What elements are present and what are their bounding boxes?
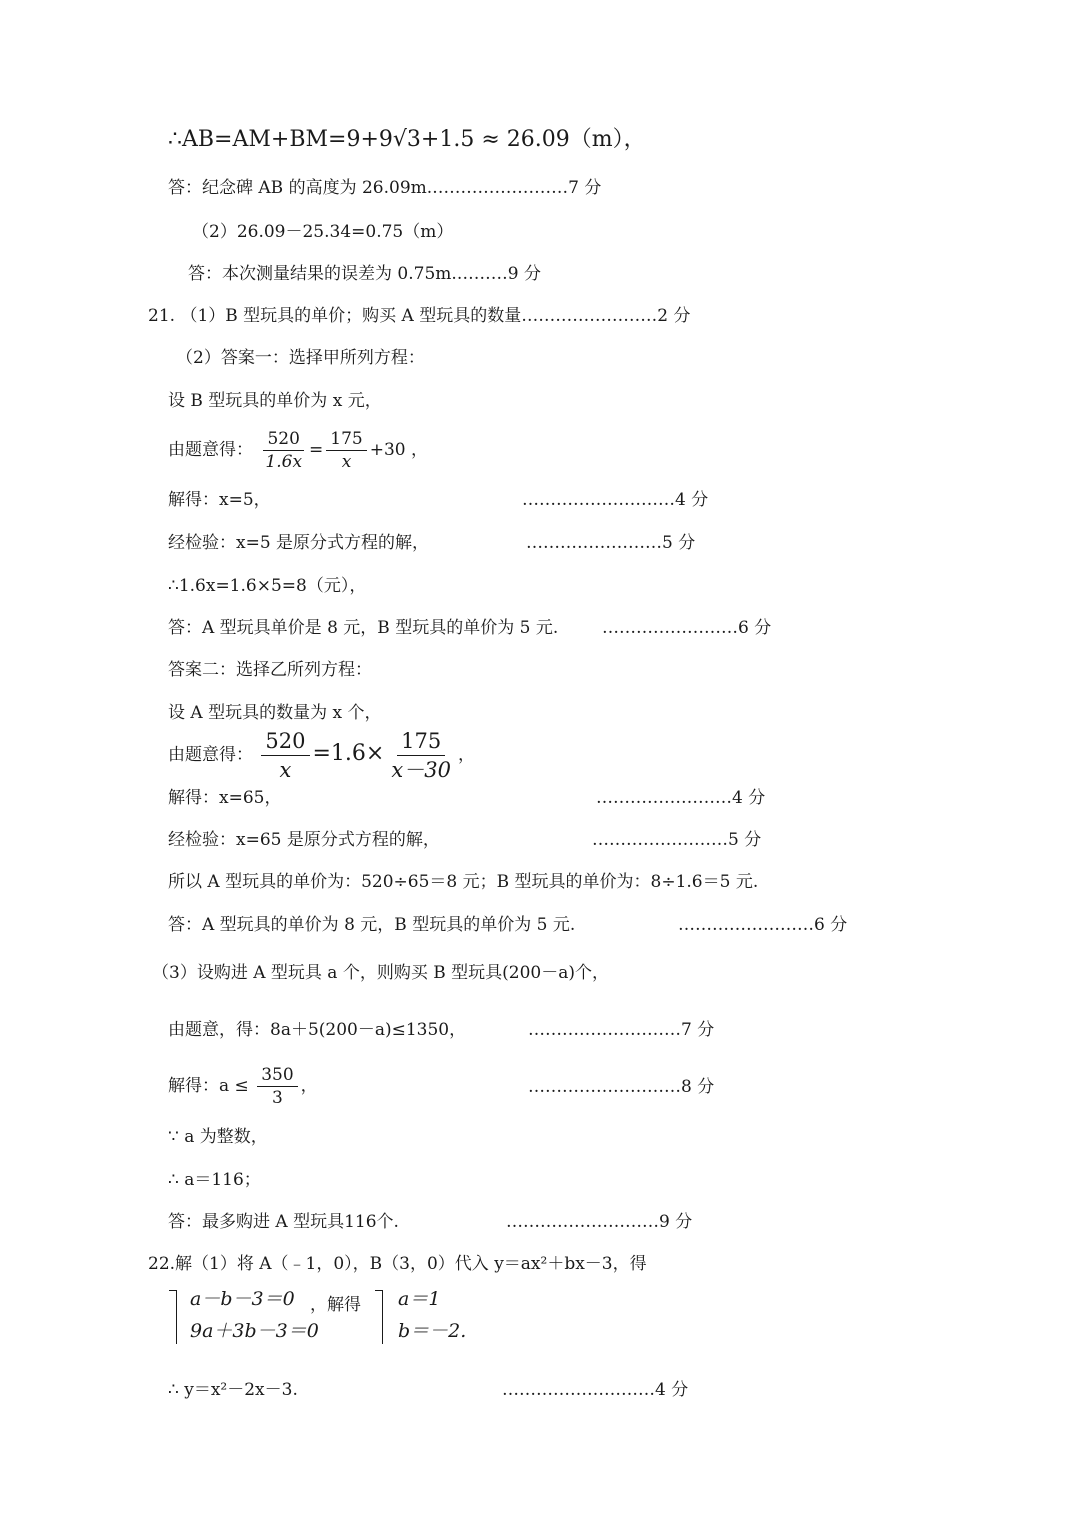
question-21-part1: 21. （1）B 型玩具的单价；购买 A 型玩具的数量……………………2 分 [148, 306, 691, 326]
solution-line: 解得：x=65， [168, 788, 282, 808]
equation-line: 由题意得： $\frac{520}{x}$ =1.6× $\frac{175}{x-30}$ ， [168, 729, 475, 782]
fraction: $\frac{520}{1.6x}$ [265, 429, 303, 472]
solution-line: 所以 A 型玩具的单价为：520÷65＝8 元；B 型玩具的单价为：8÷1.6＝5 元. [168, 872, 759, 892]
system-equation: 9a＋3b－3＝0 [190, 1320, 319, 1342]
solution-line: 解得：x=5， [168, 490, 271, 510]
solution-line: 经检验：x=65 是原分式方程的解， [168, 830, 440, 850]
answer-line: 答：最多购进 A 型玩具116个. [168, 1212, 399, 1232]
solution-line: ∴ a＝116； [168, 1170, 261, 1190]
score-marker: ……………………4 分 [596, 788, 766, 808]
question-21-part3: （3）设购进 A 型玩具 a 个，则购买 B 型玩具(200－a)个， [152, 963, 609, 983]
solution-line: ∴1.6x=1.6×5=8（元）， [168, 576, 367, 596]
fraction: $\frac{350}{3}$ [257, 1064, 297, 1109]
score-marker: ……………………5 分 [592, 830, 762, 850]
system-equation: a－b－3＝0 [190, 1288, 295, 1310]
score-marker: ………………………8 分 [528, 1077, 715, 1097]
answer-line: 答：本次测量结果的误差为 0.75m.………9 分 [188, 264, 541, 284]
equation-system [168, 1286, 648, 1350]
result-line: ∴ y＝x²－2x－3. [168, 1380, 298, 1400]
system-solution: b＝－2. [398, 1320, 467, 1342]
right-brace [382, 1290, 393, 1344]
solution-line: 由题意，得：8a＋5(200－a)≤1350， [168, 1020, 467, 1040]
solution-heading: 答案二：选择乙所列方程： [168, 660, 372, 680]
calc-line: （2）26.09－25.34=0.75（m） [192, 222, 454, 242]
fraction: $\frac{175}{x}$ [326, 428, 366, 473]
solution-line: ∵ a 为整数， [168, 1127, 268, 1147]
score-marker: ……………………5 分 [526, 533, 696, 553]
left-brace [176, 1290, 187, 1344]
solution-heading: （2）答案一：选择甲所列方程： [176, 348, 425, 368]
score-marker: ………………………4 分 [502, 1380, 689, 1400]
equation-line: 由题意得： $\frac{520}{1.6x}$ = $\frac{175}{x}$ +30 ， [168, 429, 429, 472]
answer-line: 答：A 型玩具单价是 8 元，B 型玩具的单价为 5 元. [168, 618, 559, 638]
solve-label: ，解得 [310, 1295, 361, 1315]
fraction: $\frac{175}{x-30}$ [391, 729, 451, 782]
question-22-part1: 22.解（1）将 A（﹣1，0），B（3，0）代入 y＝ax²＋bx－3，得 [148, 1254, 647, 1274]
solution-line: 设 B 型玩具的单价为 x 元， [168, 391, 382, 411]
answer-line: 答：A 型玩具的单价为 8 元，B 型玩具的单价为 5 元. [168, 915, 576, 935]
solution-line: 设 A 型玩具的数量为 x 个， [168, 703, 382, 723]
score-marker: ………………………7 分 [528, 1020, 715, 1040]
fraction: $\frac{520}{x}$ [261, 727, 309, 784]
score-marker: ……………………6 分 [602, 618, 772, 638]
answer-line: 答：纪念碑 AB 的高度为 26.09m.……………………7 分 [168, 178, 602, 198]
solution-line: 经检验：x=5 是原分式方程的解， [168, 533, 430, 553]
score-marker: ……………………6 分 [678, 915, 848, 935]
system-solution: a＝1 [398, 1288, 441, 1310]
score-marker: ………………………9 分 [506, 1212, 693, 1232]
score-marker: ………………………4 分 [522, 490, 709, 510]
inequality-line: 解得：a ≤ $\frac{350}{3}$ ， [168, 1065, 318, 1108]
proof-line-ab: ∴AB=AM+BM=9+9√3+1.5 ≈ 26.09（m）， [168, 127, 646, 152]
